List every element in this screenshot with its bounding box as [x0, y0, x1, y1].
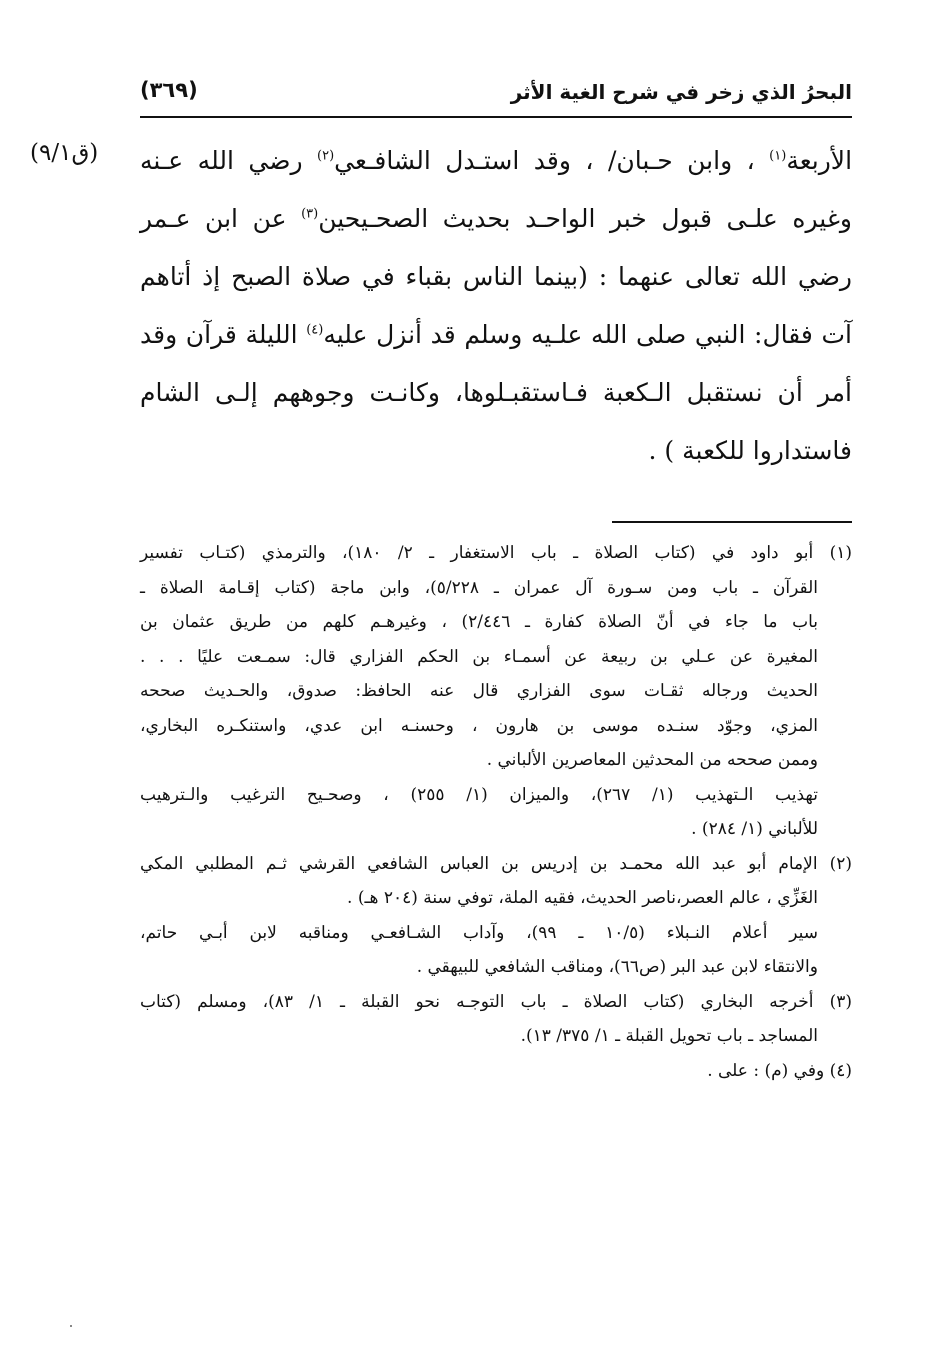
running-header	[140, 78, 852, 112]
main-line-6: فاستداروا للكعبة ) .	[648, 436, 852, 465]
text-run: الأربعة	[786, 146, 853, 175]
text-run: عن ابن عـمر	[140, 204, 302, 233]
footnote-line: والانتقاء لابن عبد البر (ص٦٦)، ومناقب الشافعي للبيهقي .	[416, 957, 818, 977]
scan-speck	[70, 1325, 72, 1327]
footnote-line: القرآن ـ باب ومن سـورة آل عمران ـ ٥/٢٢٨)، وابن ماجة (كتاب إقـامة الصلاة ـ	[140, 577, 818, 598]
footnote-line: (٤) وفي (م) : على .	[707, 1060, 852, 1081]
text-run: وغيره علـى قبول خبر الواحـد بحديث الصحـيحين	[318, 204, 852, 233]
footnote-separator	[612, 521, 852, 523]
manuscript-folio-ref: (ق٩/١)	[30, 140, 99, 166]
footnote-line: وممن صححه من المحدثين المعاصرين الألباني .	[486, 750, 818, 770]
text-run: الليلة قرآن وقد	[140, 320, 307, 349]
footnote-line: المزي، وجوّد سنـده موسى بن هارون ، وحسنـه ابن عدي، واستنكـره البخاري،	[140, 715, 818, 736]
footnote-line: المغيرة عن عـلي بن ربيعة عن أسمـاء بن الحكم الفزاري قال: سمـعت عليًا . . .	[140, 646, 818, 667]
main-line-4	[140, 306, 852, 364]
footnote-line: الغَزِّي ، عالم العصر،ناصر الحديث، فقيه الملة، توفي سنة (٢٠٤ هـ) .	[347, 888, 818, 908]
main-line-5: أمر أن نستقبل الـكعبة فـاستقبـلوها، وكانـت وجوههم إلـى الشام	[140, 378, 852, 407]
text-run: ، وابن حـبان/ ، وقد استـدل الشافـعي	[334, 146, 770, 175]
footnote-line: سير أعلام النـبلاء (١٠/٥ ـ ٩٩)، وآداب الشـافعـي ومناقبه لابن أبـي حاتم،	[140, 922, 818, 943]
footnote-line: (٢) الإمام أبو عبد الله محمـد بن إدريس بن العباس الشافعي القرشي ثـم المطلبي المكي	[140, 853, 852, 874]
footnote-line: تهذيب الـتهذيب (١/ ٢٦٧)، والميزان (١/ ٢٥٥) ، وصحـيح الترغيب والـترهيب	[140, 784, 818, 805]
text-run: آت فقال: النبي صلى الله علـيه وسلم قد أنزل عليه	[323, 320, 852, 349]
page-number: (٣٦٩)	[140, 78, 198, 102]
footnote-marker: (٣)	[301, 206, 319, 222]
footnote-marker: (٤)	[306, 322, 324, 338]
footnotes	[140, 536, 852, 1088]
book-title: البحرُ الذي زخر في شرح الغية الأثر	[510, 80, 852, 104]
footnote-line: المساجد ـ باب تحويل القبلة ـ ١/ ٣٧٥/ ١٣).	[520, 1026, 818, 1046]
footnote-line: الحديث ورجاله ثقـات سوى الفزاري قال عنه الحافظ: صدوق، والحـديث صححه	[140, 681, 818, 701]
footnote-marker: (١)	[769, 148, 787, 164]
footnote-line: (١) أبو داود في (كتاب الصلاة ـ باب الاستغفار ـ ٢/ ١٨٠)، والترمذي (كتـاب تفسير	[140, 543, 852, 563]
footnote-line: باب ما جاء في أنّ الصلاة كفارة ـ ٢/٤٤٦) ، وغيرهـم كلهم من طريق عثمان بن	[140, 612, 818, 632]
main-text	[140, 132, 852, 480]
footnote-marker: (٢)	[317, 148, 335, 164]
text-run: رضي الله عـنه	[140, 146, 317, 175]
footnote-line: (٣) أخرجه البخاري (كتاب الصلاة ـ باب التوجـه نحو القبلة ـ ١/ ٨٣)، ومسلم (كتاب	[140, 991, 853, 1012]
main-line-3: رضي الله تعالى عنهما : (بينما الناس بقباء في صلاة الصبح إذ أتاهم	[140, 262, 852, 291]
main-line-2	[140, 190, 852, 248]
footnote-line: للألباني (١/ ٢٨٤) .	[691, 819, 818, 839]
header-rule	[140, 116, 852, 118]
main-line-1	[140, 132, 852, 190]
